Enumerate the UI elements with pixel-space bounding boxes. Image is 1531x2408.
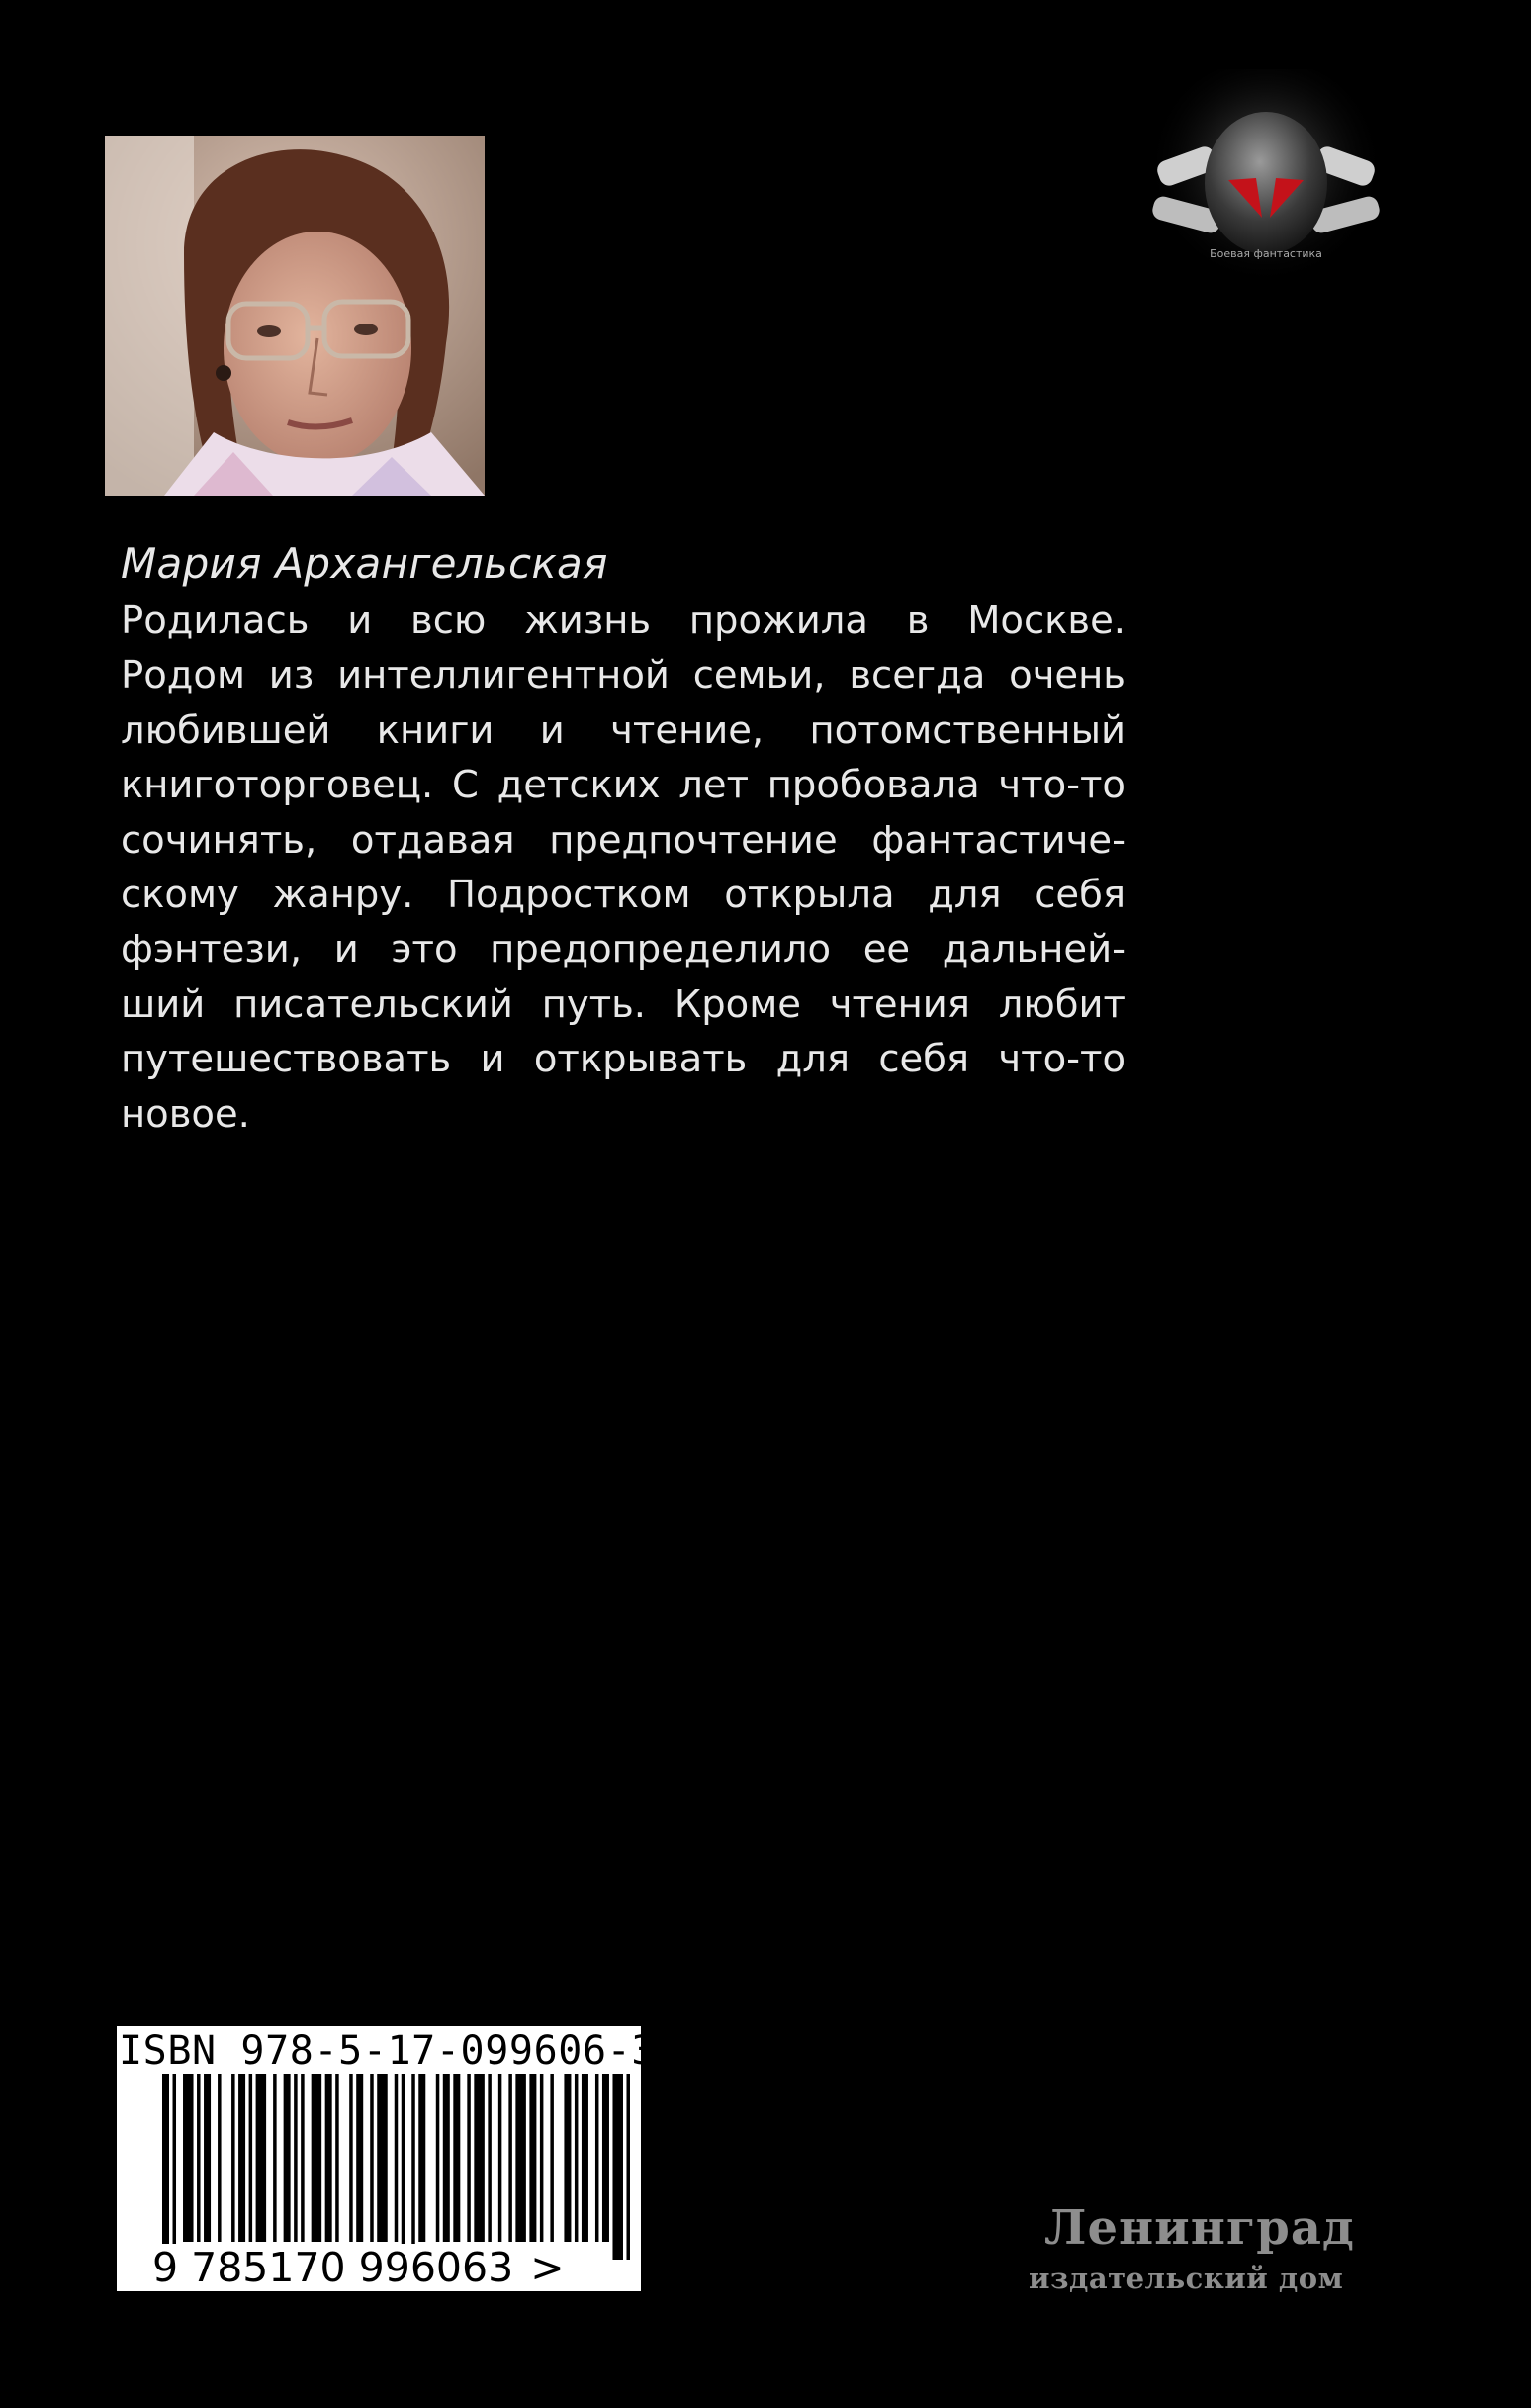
author-photo [105,136,485,496]
bio-line: сочинять, отдавая предпочтение фантастиче- [121,817,1126,863]
isbn-digits-text: 9 785170 996063 [152,2244,514,2291]
barcode-bar [183,2074,194,2242]
barcode-bar [467,2074,471,2242]
bio-line: путешествовать и открывать для себя что-то [121,1037,1126,1082]
barcode-bar [356,2074,363,2242]
barcode-bar [418,2074,425,2242]
barcode-bar [273,2074,277,2242]
barcode-bar [515,2074,526,2242]
barcode-bar [249,2074,253,2242]
bio-line: любившей книги и чтение, потомственный [121,707,1126,753]
series-label: Боевая фантастика [1210,247,1322,260]
barcode-bar [488,2074,492,2242]
barcode-bar [294,2074,298,2242]
barcode-bar [564,2074,571,2242]
barcode-bar [377,2074,388,2242]
barcode-bar [474,2074,485,2242]
barcode-bar [402,2074,405,2260]
series-emblem [1118,69,1414,307]
barcode-bar [453,2074,460,2242]
barcode-bar [443,2074,450,2242]
bio-line: Родом из интеллигентной семьи, всегда очень [121,653,1126,698]
barcode-bar [218,2074,222,2242]
bio-line: новое. [121,1091,250,1137]
publisher-name: Ленинград [1044,2200,1355,2256]
barcode-bar [626,2074,630,2260]
barcode-bar [301,2074,305,2242]
author-bio [121,594,1126,1142]
barcode-bar [312,2074,322,2242]
isbn-quiet-mark: > [530,2244,565,2291]
barcode-bar [540,2074,544,2242]
barcode-bar [256,2074,267,2242]
author-name: Мария Архангельская [121,539,608,588]
barcode-bar [602,2074,609,2242]
barcode-bar [595,2074,599,2242]
barcode-bar [436,2074,440,2242]
isbn-barcode [117,2026,657,2291]
barcode-bar [395,2074,399,2242]
barcode-bar [231,2074,235,2242]
barcode-bar [335,2074,339,2242]
barcode-bar [582,2074,588,2242]
publisher-subtitle: издательский дом [1029,2262,1344,2295]
isbn-digits [150,2245,641,2290]
barcode-bar [508,2074,512,2242]
bio-line: скому жанру. Подростком открыла для себя [121,873,1126,918]
barcode-bar [411,2074,415,2260]
barcode-bar [325,2074,332,2242]
barcode-bar [498,2074,502,2242]
barcode-icon [162,2074,637,2260]
bio-line: фэнтези, и это предопределило ее дальней- [121,927,1126,972]
isbn-label: ISBN 978-5-17-099606-3 [119,2028,657,2074]
barcode-bar [349,2074,353,2242]
barcode-bar [550,2074,554,2242]
barcode-bar [204,2074,211,2242]
barcode-bar [612,2074,623,2260]
bio-line: книготорговец. С детских лет пробовала что-то [121,763,1126,808]
barcode-bar [529,2074,536,2242]
author-portrait-icon [105,136,485,496]
barcode-bar [197,2074,201,2242]
barcode-bar [162,2074,169,2260]
barcode-bar [238,2074,245,2242]
bio-line: Родилась и всю жизнь прожила в Москве. [121,599,1126,643]
barcode-bar [575,2074,579,2242]
barcode-bar [370,2074,374,2242]
bio-line: ший писательский путь. Кроме чтения любит [121,981,1126,1027]
alien-skull-emblem-icon [1118,69,1414,307]
barcode-bar [173,2074,177,2260]
barcode-bar [284,2074,291,2242]
